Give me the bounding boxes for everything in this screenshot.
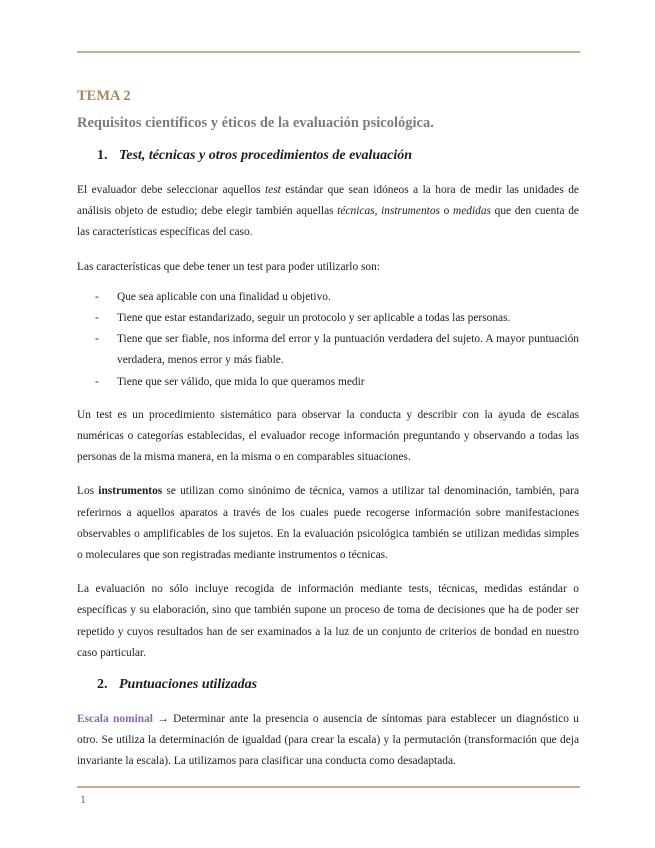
text-run: Los xyxy=(77,485,99,498)
text-run: que den cuenta de las características específicas del caso. xyxy=(77,205,579,239)
section-heading-2 xyxy=(77,677,579,693)
arrow-icon: → xyxy=(152,713,174,726)
paragraph: La evaluación no sólo incluye recogida de información mediante tests, técnicas, medidas estándar o específicas y su elaboración, sino que también supone un proceso de toma de decisiones que ha de poder ser repetido y cuyos resultados han de ser examinados a la luz de un conjunto de criterios de bondad en nuestro caso particular. xyxy=(77,583,579,659)
characteristics-list xyxy=(77,287,579,393)
list-item xyxy=(77,287,579,308)
header-rule xyxy=(77,51,580,53)
bullet-dash: - xyxy=(95,312,99,325)
page-number: 1 xyxy=(80,792,86,806)
text-run: estándar que sean idóneos a la hora de medir las unidades de análisis objeto de estudio; debe elegir también aquellas xyxy=(77,184,579,218)
section-heading-1 xyxy=(77,148,579,164)
scale-term: Escala nominal xyxy=(77,713,153,726)
section-number: 1. xyxy=(97,148,108,163)
paragraph: Las características que debe tener un test para poder utilizarlo son: xyxy=(77,260,380,273)
italic-term: medidas xyxy=(452,205,491,218)
list-item xyxy=(77,372,579,393)
list-item xyxy=(77,329,579,371)
text-run: Determinar ante la presencia o ausencia de síntomas para establecer un diagnóstico u otro. Se utiliza la determinación de igualdad (para crear la escala) y la permutación (transformación que deja invariante la escala). La utilizamos para clasificar una conducta como desadaptada. xyxy=(77,713,580,768)
text-run: se utilizan como sinónimo de técnica, vamos a utilizar tal denominación, también, para referirnos a aquellos aparatos a través de los cuales puede recogerse información sobre manifestaciones observables o amplificables de los sujetos. En la evaluación psicológica también se utilizan medidas simples o moleculares que son registradas mediante instrumentos o técnicas. xyxy=(77,485,579,562)
text-run: o xyxy=(439,205,453,218)
italic-term: test xyxy=(264,184,281,196)
footer-rule xyxy=(77,786,580,788)
bullet-dash: - xyxy=(95,375,99,388)
text-run: El evaluador debe seleccionar aquellos xyxy=(77,184,265,196)
tema-label: TEMA 2 xyxy=(77,88,131,104)
list-item-text: Tiene que ser válido, que mida lo que queramos medir xyxy=(117,375,365,388)
section-number: 2. xyxy=(97,677,108,693)
list-item-text: Que sea aplicable con una finalidad u objetivo. xyxy=(117,290,331,303)
text-run: , xyxy=(374,205,382,218)
paragraph xyxy=(77,709,579,773)
bold-term: instrumentos xyxy=(98,485,163,498)
list-item-text: Tiene que estar estandarizado, seguir un protocolo y ser aplicable a todas las personas. xyxy=(117,312,511,325)
bullet-dash: - xyxy=(95,333,99,346)
italic-term: técnicas xyxy=(337,205,375,218)
document-subtitle: Requisitos científicos y éticos de la evaluación psicológica. xyxy=(77,115,434,131)
section-title: Test, técnicas y otros procedimientos de evaluación xyxy=(119,148,413,163)
bullet-dash: - xyxy=(95,290,99,303)
list-item-text: Tiene que ser fiable, nos informa del error y la puntuación verdadera del sujeto. A mayor puntuación verdadera, menos error y más fiable. xyxy=(117,333,579,367)
paragraph xyxy=(77,180,579,244)
list-item xyxy=(77,308,579,329)
paragraph: Un test es un procedimiento sistemático para observar la conducta y describir con la ayuda de escalas numéricas o categorías establecidas, el evaluador recoge información preguntando y observando a todas las personas de la misma manera, en la misma o en comparables situaciones. xyxy=(77,408,579,464)
paragraph xyxy=(77,481,579,566)
page-content xyxy=(77,88,579,786)
italic-term: instrumentos xyxy=(381,205,440,218)
section-title: Puntuaciones utilizadas xyxy=(119,677,258,693)
